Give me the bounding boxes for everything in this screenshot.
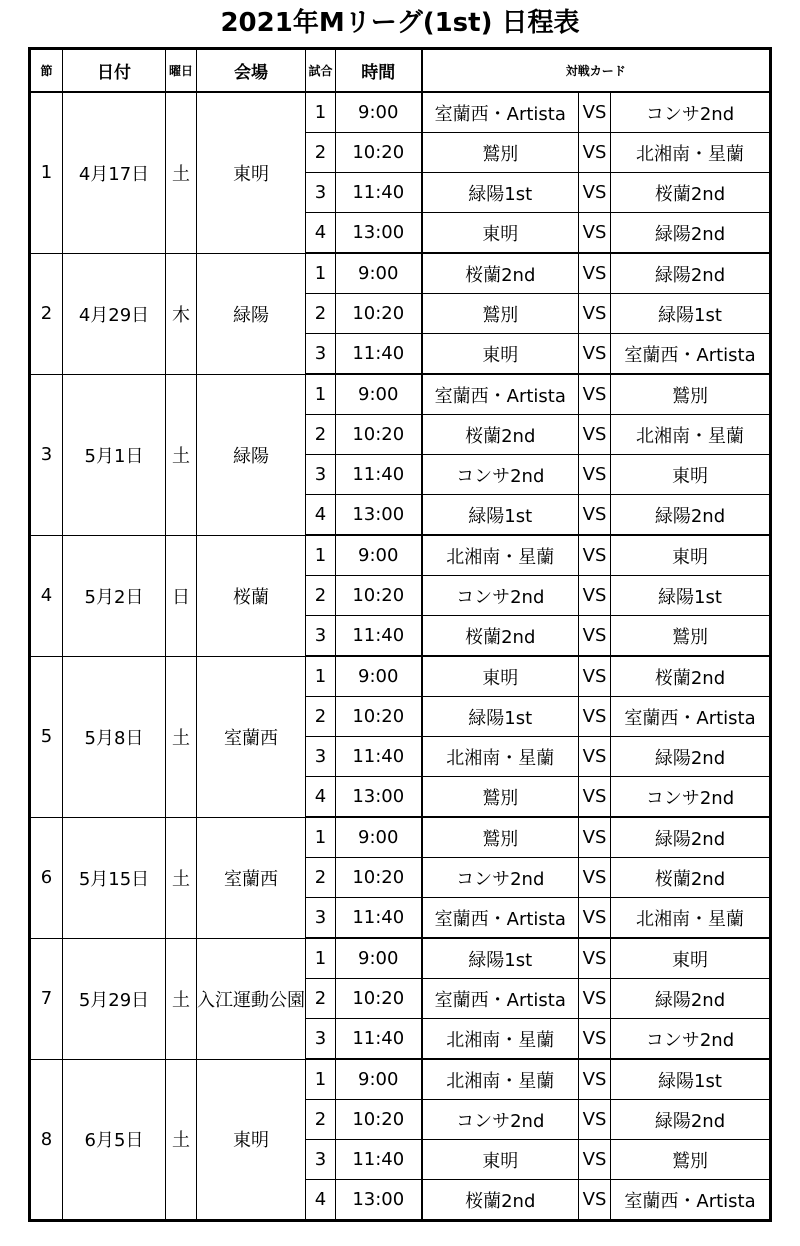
section-weekday: 土 xyxy=(166,938,197,1059)
match-time: 10:20 xyxy=(336,294,422,334)
match-number: 3 xyxy=(306,737,336,777)
match-time: 10:20 xyxy=(336,415,422,455)
section-weekday: 土 xyxy=(166,374,197,535)
section-number: 5 xyxy=(30,656,63,817)
match-time: 11:40 xyxy=(336,898,422,939)
section-number: 6 xyxy=(30,817,63,938)
match-time: 13:00 xyxy=(336,777,422,818)
team-away: 桜蘭2nd xyxy=(611,858,771,898)
match-time: 13:00 xyxy=(336,1180,422,1221)
team-home: 東明 xyxy=(422,1140,579,1180)
vs-label: VS xyxy=(579,495,611,536)
team-away: 室蘭西・Artista xyxy=(611,1180,771,1221)
team-home: 緑陽1st xyxy=(422,697,579,737)
team-home: 鷲別 xyxy=(422,777,579,818)
vs-label: VS xyxy=(579,697,611,737)
match-row xyxy=(30,1059,771,1100)
team-home: 東明 xyxy=(422,334,579,375)
team-home: 室蘭西・Artista xyxy=(422,979,579,1019)
vs-label: VS xyxy=(579,1140,611,1180)
section-number: 2 xyxy=(30,253,63,374)
match-time: 10:20 xyxy=(336,576,422,616)
match-row xyxy=(30,656,771,697)
match-time: 9:00 xyxy=(336,938,422,979)
team-away: 緑陽2nd xyxy=(611,817,771,858)
match-time: 9:00 xyxy=(336,1059,422,1100)
vs-label: VS xyxy=(579,737,611,777)
match-number: 4 xyxy=(306,1180,336,1221)
team-home: 北湘南・星蘭 xyxy=(422,535,579,576)
header-card: 対戦カード xyxy=(422,49,771,93)
section-date: 5月29日 xyxy=(63,938,166,1059)
team-away: 東明 xyxy=(611,455,771,495)
vs-label: VS xyxy=(579,1059,611,1100)
team-away: 東明 xyxy=(611,535,771,576)
section-weekday: 土 xyxy=(166,1059,197,1221)
match-number: 1 xyxy=(306,1059,336,1100)
match-number: 2 xyxy=(306,697,336,737)
match-number: 1 xyxy=(306,535,336,576)
match-row xyxy=(30,374,771,415)
team-away: コンサ2nd xyxy=(611,92,771,133)
team-away: コンサ2nd xyxy=(611,777,771,818)
section-weekday: 日 xyxy=(166,535,197,656)
vs-label: VS xyxy=(579,616,611,657)
match-time: 9:00 xyxy=(336,253,422,294)
team-away: 緑陽1st xyxy=(611,576,771,616)
team-home: 東明 xyxy=(422,213,579,254)
header-venue: 会場 xyxy=(197,49,306,93)
match-row xyxy=(30,92,771,133)
team-home: 室蘭西・Artista xyxy=(422,898,579,939)
match-time: 11:40 xyxy=(336,1019,422,1060)
match-number: 4 xyxy=(306,495,336,536)
match-number: 2 xyxy=(306,415,336,455)
match-time: 9:00 xyxy=(336,656,422,697)
team-home: 緑陽1st xyxy=(422,173,579,213)
match-number: 2 xyxy=(306,979,336,1019)
vs-label: VS xyxy=(579,415,611,455)
match-number: 1 xyxy=(306,938,336,979)
match-time: 9:00 xyxy=(336,374,422,415)
vs-label: VS xyxy=(579,374,611,415)
section-date: 5月1日 xyxy=(63,374,166,535)
section-number: 3 xyxy=(30,374,63,535)
vs-label: VS xyxy=(579,938,611,979)
match-number: 2 xyxy=(306,1100,336,1140)
match-number: 2 xyxy=(306,133,336,173)
team-home: 桜蘭2nd xyxy=(422,415,579,455)
section-venue: 桜蘭 xyxy=(197,535,306,656)
match-number: 3 xyxy=(306,334,336,375)
match-number: 2 xyxy=(306,858,336,898)
match-time: 13:00 xyxy=(336,213,422,254)
team-away: 緑陽1st xyxy=(611,1059,771,1100)
vs-label: VS xyxy=(579,817,611,858)
section-number: 1 xyxy=(30,92,63,253)
team-away: 緑陽2nd xyxy=(611,1100,771,1140)
vs-label: VS xyxy=(579,173,611,213)
vs-label: VS xyxy=(579,133,611,173)
match-time: 10:20 xyxy=(336,858,422,898)
header-date: 日付 xyxy=(63,49,166,93)
vs-label: VS xyxy=(579,1019,611,1060)
match-time: 9:00 xyxy=(336,817,422,858)
team-away: 緑陽2nd xyxy=(611,253,771,294)
match-number: 4 xyxy=(306,777,336,818)
match-number: 4 xyxy=(306,213,336,254)
team-home: 鷲別 xyxy=(422,817,579,858)
match-number: 1 xyxy=(306,92,336,133)
section-weekday: 土 xyxy=(166,92,197,253)
team-away: 緑陽2nd xyxy=(611,495,771,536)
vs-label: VS xyxy=(579,334,611,375)
team-away: 緑陽2nd xyxy=(611,979,771,1019)
match-time: 10:20 xyxy=(336,979,422,1019)
team-away: 室蘭西・Artista xyxy=(611,334,771,375)
team-home: 緑陽1st xyxy=(422,495,579,536)
team-away: 緑陽1st xyxy=(611,294,771,334)
section-weekday: 土 xyxy=(166,817,197,938)
team-home: 緑陽1st xyxy=(422,938,579,979)
section-date: 5月8日 xyxy=(63,656,166,817)
team-home: 室蘭西・Artista xyxy=(422,92,579,133)
team-away: コンサ2nd xyxy=(611,1019,771,1060)
team-home: 桜蘭2nd xyxy=(422,1180,579,1221)
match-time: 10:20 xyxy=(336,133,422,173)
team-away: 北湘南・星蘭 xyxy=(611,415,771,455)
vs-label: VS xyxy=(579,656,611,697)
team-home: 室蘭西・Artista xyxy=(422,374,579,415)
team-home: 東明 xyxy=(422,656,579,697)
section-number: 4 xyxy=(30,535,63,656)
match-number: 3 xyxy=(306,1019,336,1060)
section-date: 5月2日 xyxy=(63,535,166,656)
section-weekday: 木 xyxy=(166,253,197,374)
vs-label: VS xyxy=(579,898,611,939)
section-venue: 東明 xyxy=(197,92,306,253)
team-away: 北湘南・星蘭 xyxy=(611,133,771,173)
section-venue: 室蘭西 xyxy=(197,817,306,938)
header-match: 試合 xyxy=(306,49,336,93)
match-row xyxy=(30,535,771,576)
vs-label: VS xyxy=(579,535,611,576)
vs-label: VS xyxy=(579,858,611,898)
team-home: 北湘南・星蘭 xyxy=(422,1019,579,1060)
match-number: 3 xyxy=(306,898,336,939)
section-date: 5月15日 xyxy=(63,817,166,938)
section-number: 8 xyxy=(30,1059,63,1221)
match-number: 1 xyxy=(306,374,336,415)
team-home: 鷲別 xyxy=(422,133,579,173)
match-time: 11:40 xyxy=(336,616,422,657)
match-number: 2 xyxy=(306,576,336,616)
vs-label: VS xyxy=(579,92,611,133)
team-home: コンサ2nd xyxy=(422,576,579,616)
section-venue: 東明 xyxy=(197,1059,306,1221)
match-time: 10:20 xyxy=(336,1100,422,1140)
match-time: 10:20 xyxy=(336,697,422,737)
match-time: 11:40 xyxy=(336,455,422,495)
header-weekday: 曜日 xyxy=(166,49,197,93)
team-home: 北湘南・星蘭 xyxy=(422,1059,579,1100)
vs-label: VS xyxy=(579,1180,611,1221)
vs-label: VS xyxy=(579,979,611,1019)
team-home: 鷲別 xyxy=(422,294,579,334)
match-row xyxy=(30,253,771,294)
team-home: 桜蘭2nd xyxy=(422,253,579,294)
match-number: 3 xyxy=(306,1140,336,1180)
match-number: 1 xyxy=(306,817,336,858)
match-time: 13:00 xyxy=(336,495,422,536)
page-title: 2021年Mリーグ(1st) 日程表 xyxy=(220,8,580,38)
vs-label: VS xyxy=(579,576,611,616)
match-time: 11:40 xyxy=(336,1140,422,1180)
match-number: 1 xyxy=(306,656,336,697)
section-date: 4月17日 xyxy=(63,92,166,253)
match-time: 11:40 xyxy=(336,737,422,777)
match-time: 9:00 xyxy=(336,535,422,576)
vs-label: VS xyxy=(579,1100,611,1140)
vs-label: VS xyxy=(579,455,611,495)
section-venue: 緑陽 xyxy=(197,253,306,374)
match-time: 11:40 xyxy=(336,173,422,213)
vs-label: VS xyxy=(579,777,611,818)
section-venue: 室蘭西 xyxy=(197,656,306,817)
match-time: 9:00 xyxy=(336,92,422,133)
team-home: 桜蘭2nd xyxy=(422,616,579,657)
team-away: 緑陽2nd xyxy=(611,737,771,777)
section-date: 6月5日 xyxy=(63,1059,166,1221)
match-row xyxy=(30,938,771,979)
section-venue: 入江運動公園 xyxy=(197,938,306,1059)
section-date: 4月29日 xyxy=(63,253,166,374)
team-home: 北湘南・星蘭 xyxy=(422,737,579,777)
match-number: 3 xyxy=(306,455,336,495)
section-venue: 緑陽 xyxy=(197,374,306,535)
vs-label: VS xyxy=(579,213,611,254)
team-away: 東明 xyxy=(611,938,771,979)
team-home: コンサ2nd xyxy=(422,1100,579,1140)
vs-label: VS xyxy=(579,294,611,334)
section-number: 7 xyxy=(30,938,63,1059)
schedule-table xyxy=(28,47,772,1222)
team-away: 鷲別 xyxy=(611,1140,771,1180)
team-away: 北湘南・星蘭 xyxy=(611,898,771,939)
team-home: コンサ2nd xyxy=(422,858,579,898)
team-away: 桜蘭2nd xyxy=(611,173,771,213)
section-weekday: 土 xyxy=(166,656,197,817)
team-away: 室蘭西・Artista xyxy=(611,697,771,737)
team-away: 鷲別 xyxy=(611,374,771,415)
match-number: 3 xyxy=(306,616,336,657)
match-number: 3 xyxy=(306,173,336,213)
match-number: 1 xyxy=(306,253,336,294)
match-row xyxy=(30,817,771,858)
header-row xyxy=(30,49,771,93)
header-setsu: 節 xyxy=(30,49,63,93)
team-away: 鷲別 xyxy=(611,616,771,657)
match-time: 11:40 xyxy=(336,334,422,375)
team-away: 桜蘭2nd xyxy=(611,656,771,697)
team-away: 緑陽2nd xyxy=(611,213,771,254)
team-home: コンサ2nd xyxy=(422,455,579,495)
vs-label: VS xyxy=(579,253,611,294)
match-number: 2 xyxy=(306,294,336,334)
header-time: 時間 xyxy=(336,49,422,93)
